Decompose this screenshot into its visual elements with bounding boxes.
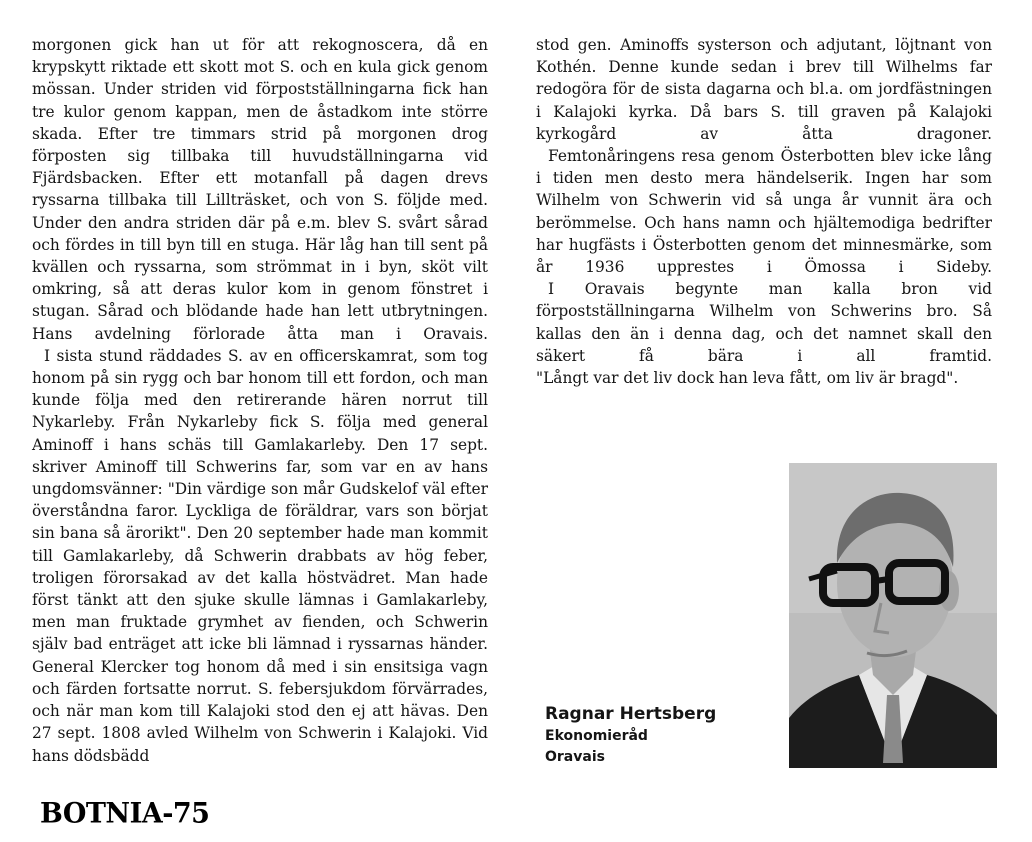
paragraph: Femtonåringens resa genom Österbotten blev icke lång i tiden men desto mera händelserik. Ingen har som Wilhelm von Schwerin vid så unga år vunnit ära och berömmelse. Och hans namn och hjältemodiga bedrifter har hugfästs i Österbotten genom det minnesmärke, som år 1936 upprestes i Ömossa i Sideby. — [536, 147, 992, 277]
portrait-photo — [789, 463, 997, 768]
right-text-column — [536, 34, 992, 389]
paragraph: I Oravais begynte man kalla bron vid förpostställningarna Wilhelm von Schwerins bro. Så kallas den än i denna dag, och det namnet skall den säkert få bära i all framtid. — [536, 280, 992, 365]
caption-name: Ragnar Hertsberg — [545, 704, 717, 724]
quote-paragraph: "Långt var det liv dock han leva fått, om liv är bragd". — [536, 369, 959, 388]
botnia-footer-logo: BOTNIA-75 — [40, 797, 210, 830]
paragraph: morgonen gick han ut för att rekognoscera, då en krypskytt riktade ett skott mot S. och en kula gick genom mössan. Under striden vid förpostställningarna fick han tre kulor genom kappan, men de åstadkom inte större skada. Efter tre timmars strid på morgonen drog förposten sig tillbaka till huvudställningarna vid Fjärdsbacken. Efter ett motanfall på dagen drevs ryssarna tillbaka till Lillträsket, och von S. följde med. Under den andra striden där på e.m. blev S. svårt sårad och fördes in till byn till en stuga. Här låg han till sent på kvällen och ryssarna, som strömmat in i byn, sköt vilt omkring, så att deras kulor kom in genom fönstret i stugan. Sårad och blödande hade han lett utbrytningen. Hans avdelning förlorade åtta man i Oravais. — [32, 36, 488, 343]
paragraph: stod gen. Aminoffs systerson och adjutant, löjtnant von Kothén. Denne kunde sedan i brev till Wilhelms far redogöra för de sista dagarna och bl.a. om jordfästningen i Kalajoki kyrka. Då bars S. till graven på Kalajoki kyrkogård av åtta dragoner. — [536, 36, 992, 143]
paragraph: I sista stund räddades S. av en officerskamrat, som tog honom på sin rygg och bar honom till ett fordon, och man kunde följa med den retirerande hären norrut till Nykarleby. Från Nykarleby fick S. följa med general Aminoff i hans schäs till Gamlakarleby. Den 17 sept. skriver Aminoff till Schwerins far, som var en av hans ungdomsvänner: "Din värdige son mår Gudskelof väl efter överståndna faror. Lyckliga de föräldrar, vars son börjat sin bana så ärorikt". Den 20 september hade man kommit till Gamlakarleby, då Schwerin drabbats av hög feber, troligen förorsakad av det kalla höstvädret. Man hade först tänkt att den sjuke skulle lämnas i Gamlakarleby, men man fruktade grymhet av fienden, och Schwerin själv bad enträget att icke bli lämnad i ryssarnas händer. General Klercker tog honom då med i sin ensitsiga vagn och färden fortsatte norrut. S. febersjukdom förvärrades, och när man kom till Kalajoki stod den ej att hävas. Den 27 sept. 1808 avled Wilhelm von Schwerin i Kalajoki. Vid hans dödsbädd — [32, 346, 488, 765]
caption-title: Ekonomieråd — [545, 728, 648, 744]
photo-caption — [545, 702, 716, 768]
caption-place: Oravais — [545, 749, 605, 765]
left-text-column — [32, 34, 488, 767]
